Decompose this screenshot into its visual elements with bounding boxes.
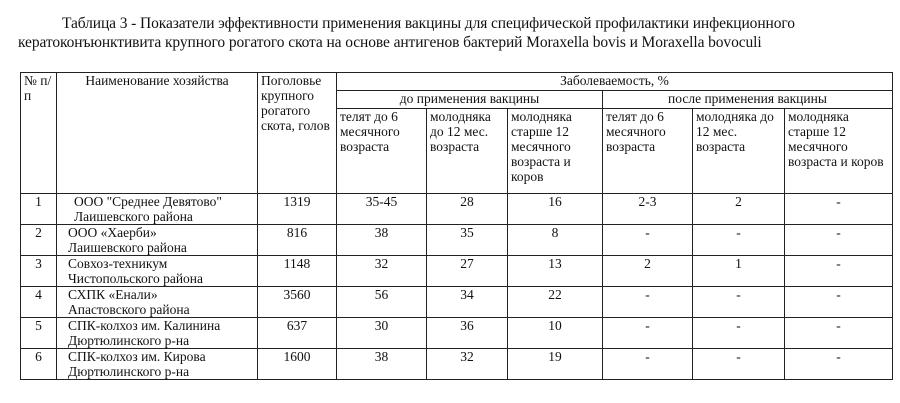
table-row: [21, 194, 893, 225]
before-older-value: 19: [508, 349, 603, 380]
header-farm-name: Наименование хозяйства: [57, 73, 258, 194]
after-calves-value: -: [603, 225, 693, 256]
before-young-stock-value: 36: [427, 318, 508, 349]
farm-name-line-1: ООО "Среднее Девятово": [74, 194, 222, 209]
before-young-stock-value: 35: [427, 225, 508, 256]
before-calves-value: 38: [337, 225, 427, 256]
header-before-young-stock: молодняка до 12 мес. возраста: [427, 109, 508, 194]
farm-name: [57, 194, 258, 225]
before-young-stock-value: 27: [427, 256, 508, 287]
herd-size: 1319: [258, 194, 337, 225]
before-calves-value: 35-45: [337, 194, 427, 225]
farm-name: [57, 225, 258, 256]
before-older-value: 13: [508, 256, 603, 287]
table-caption: [0, 14, 900, 52]
header-before-calves: телят до 6 месячного возраста: [337, 109, 427, 194]
after-calves-value: -: [603, 318, 693, 349]
farm-name: [57, 287, 258, 318]
efficacy-table: [20, 72, 893, 380]
after-older-value: -: [785, 225, 893, 256]
row-number: 5: [21, 318, 57, 349]
after-older-value: -: [785, 194, 893, 225]
farm-name-line-2: Лаишевского района: [68, 240, 187, 255]
before-calves-value: 32: [337, 256, 427, 287]
caption-line-1: Таблица 3 - Показатели эффективности применения вакцины для специфической профилактики инфекционного: [62, 15, 795, 32]
after-older-value: -: [785, 287, 893, 318]
header-after-older-and-cows: молодняка старше 12 месячного возраста и коров: [785, 109, 893, 194]
after-calves-value: 2-3: [603, 194, 693, 225]
farm-name-line-2: Дюртюлинского р-на: [68, 333, 190, 348]
before-calves-value: 30: [337, 318, 427, 349]
header-before-vaccination: до применения вакцины: [337, 91, 603, 109]
before-older-value: 16: [508, 194, 603, 225]
header-herd-size: Поголовье крупного рогатого скота, голов: [258, 73, 337, 194]
after-young-stock-value: -: [693, 287, 785, 318]
table-row: [21, 225, 893, 256]
herd-size: 3560: [258, 287, 337, 318]
farm-name-line-1: СПК-колхоз им. Кирова: [68, 349, 206, 364]
header-number: № п/п: [21, 73, 57, 194]
header-before-older-and-cows: молодняка старше 12 месячного возраста и коров: [508, 109, 603, 194]
after-young-stock-value: 1: [693, 256, 785, 287]
before-older-value: 8: [508, 225, 603, 256]
farm-name-line-1: СПК-колхоз им. Калинина: [68, 318, 221, 333]
after-young-stock-value: -: [693, 318, 785, 349]
farm-name-line-2: Лаишевского района: [74, 209, 193, 224]
caption-line-2: кератоконъюнктивита крупного рогатого скота на основе антигенов бактерий Moraxella bovis и Moraxella bovoculi: [18, 34, 762, 51]
after-older-value: -: [785, 318, 893, 349]
table-row: [21, 349, 893, 380]
herd-size: 637: [258, 318, 337, 349]
header-after-young-stock: молодняка до 12 мес. возраста: [693, 109, 785, 194]
after-calves-value: -: [603, 349, 693, 380]
farm-name-line-1: ООО «Хаерби»: [68, 225, 157, 240]
farm-name-line-2: Чистопольского района: [68, 271, 204, 286]
header-after-calves: телят до 6 месячного возраста: [603, 109, 693, 194]
herd-size: 1148: [258, 256, 337, 287]
farm-name: [57, 256, 258, 287]
after-older-value: -: [785, 256, 893, 287]
after-older-value: -: [785, 349, 893, 380]
before-calves-value: 56: [337, 287, 427, 318]
header-morbidity: Заболеваемость, %: [337, 73, 893, 91]
after-calves-value: 2: [603, 256, 693, 287]
after-young-stock-value: 2: [693, 194, 785, 225]
row-number: 2: [21, 225, 57, 256]
herd-size: 1600: [258, 349, 337, 380]
table-row: [21, 256, 893, 287]
header-after-vaccination: после применения вакцины: [603, 91, 893, 109]
farm-name-line-1: Совхоз-техникум: [68, 256, 168, 271]
farm-name-line-1: СХПК «Енали»: [68, 287, 158, 302]
after-calves-value: -: [603, 287, 693, 318]
before-young-stock-value: 28: [427, 194, 508, 225]
herd-size: 816: [258, 225, 337, 256]
row-number: 3: [21, 256, 57, 287]
after-young-stock-value: -: [693, 349, 785, 380]
before-young-stock-value: 32: [427, 349, 508, 380]
row-number: 4: [21, 287, 57, 318]
farm-name: [57, 349, 258, 380]
before-calves-value: 38: [337, 349, 427, 380]
after-young-stock-value: -: [693, 225, 785, 256]
before-young-stock-value: 34: [427, 287, 508, 318]
before-older-value: 10: [508, 318, 603, 349]
farm-name-line-2: Апастовского района: [68, 302, 190, 317]
farm-name-line-2: Дюртюлинского р-на: [68, 364, 190, 379]
table-row: [21, 318, 893, 349]
farm-name: [57, 318, 258, 349]
row-number: 6: [21, 349, 57, 380]
table-row: [21, 287, 893, 318]
before-older-value: 22: [508, 287, 603, 318]
row-number: 1: [21, 194, 57, 225]
